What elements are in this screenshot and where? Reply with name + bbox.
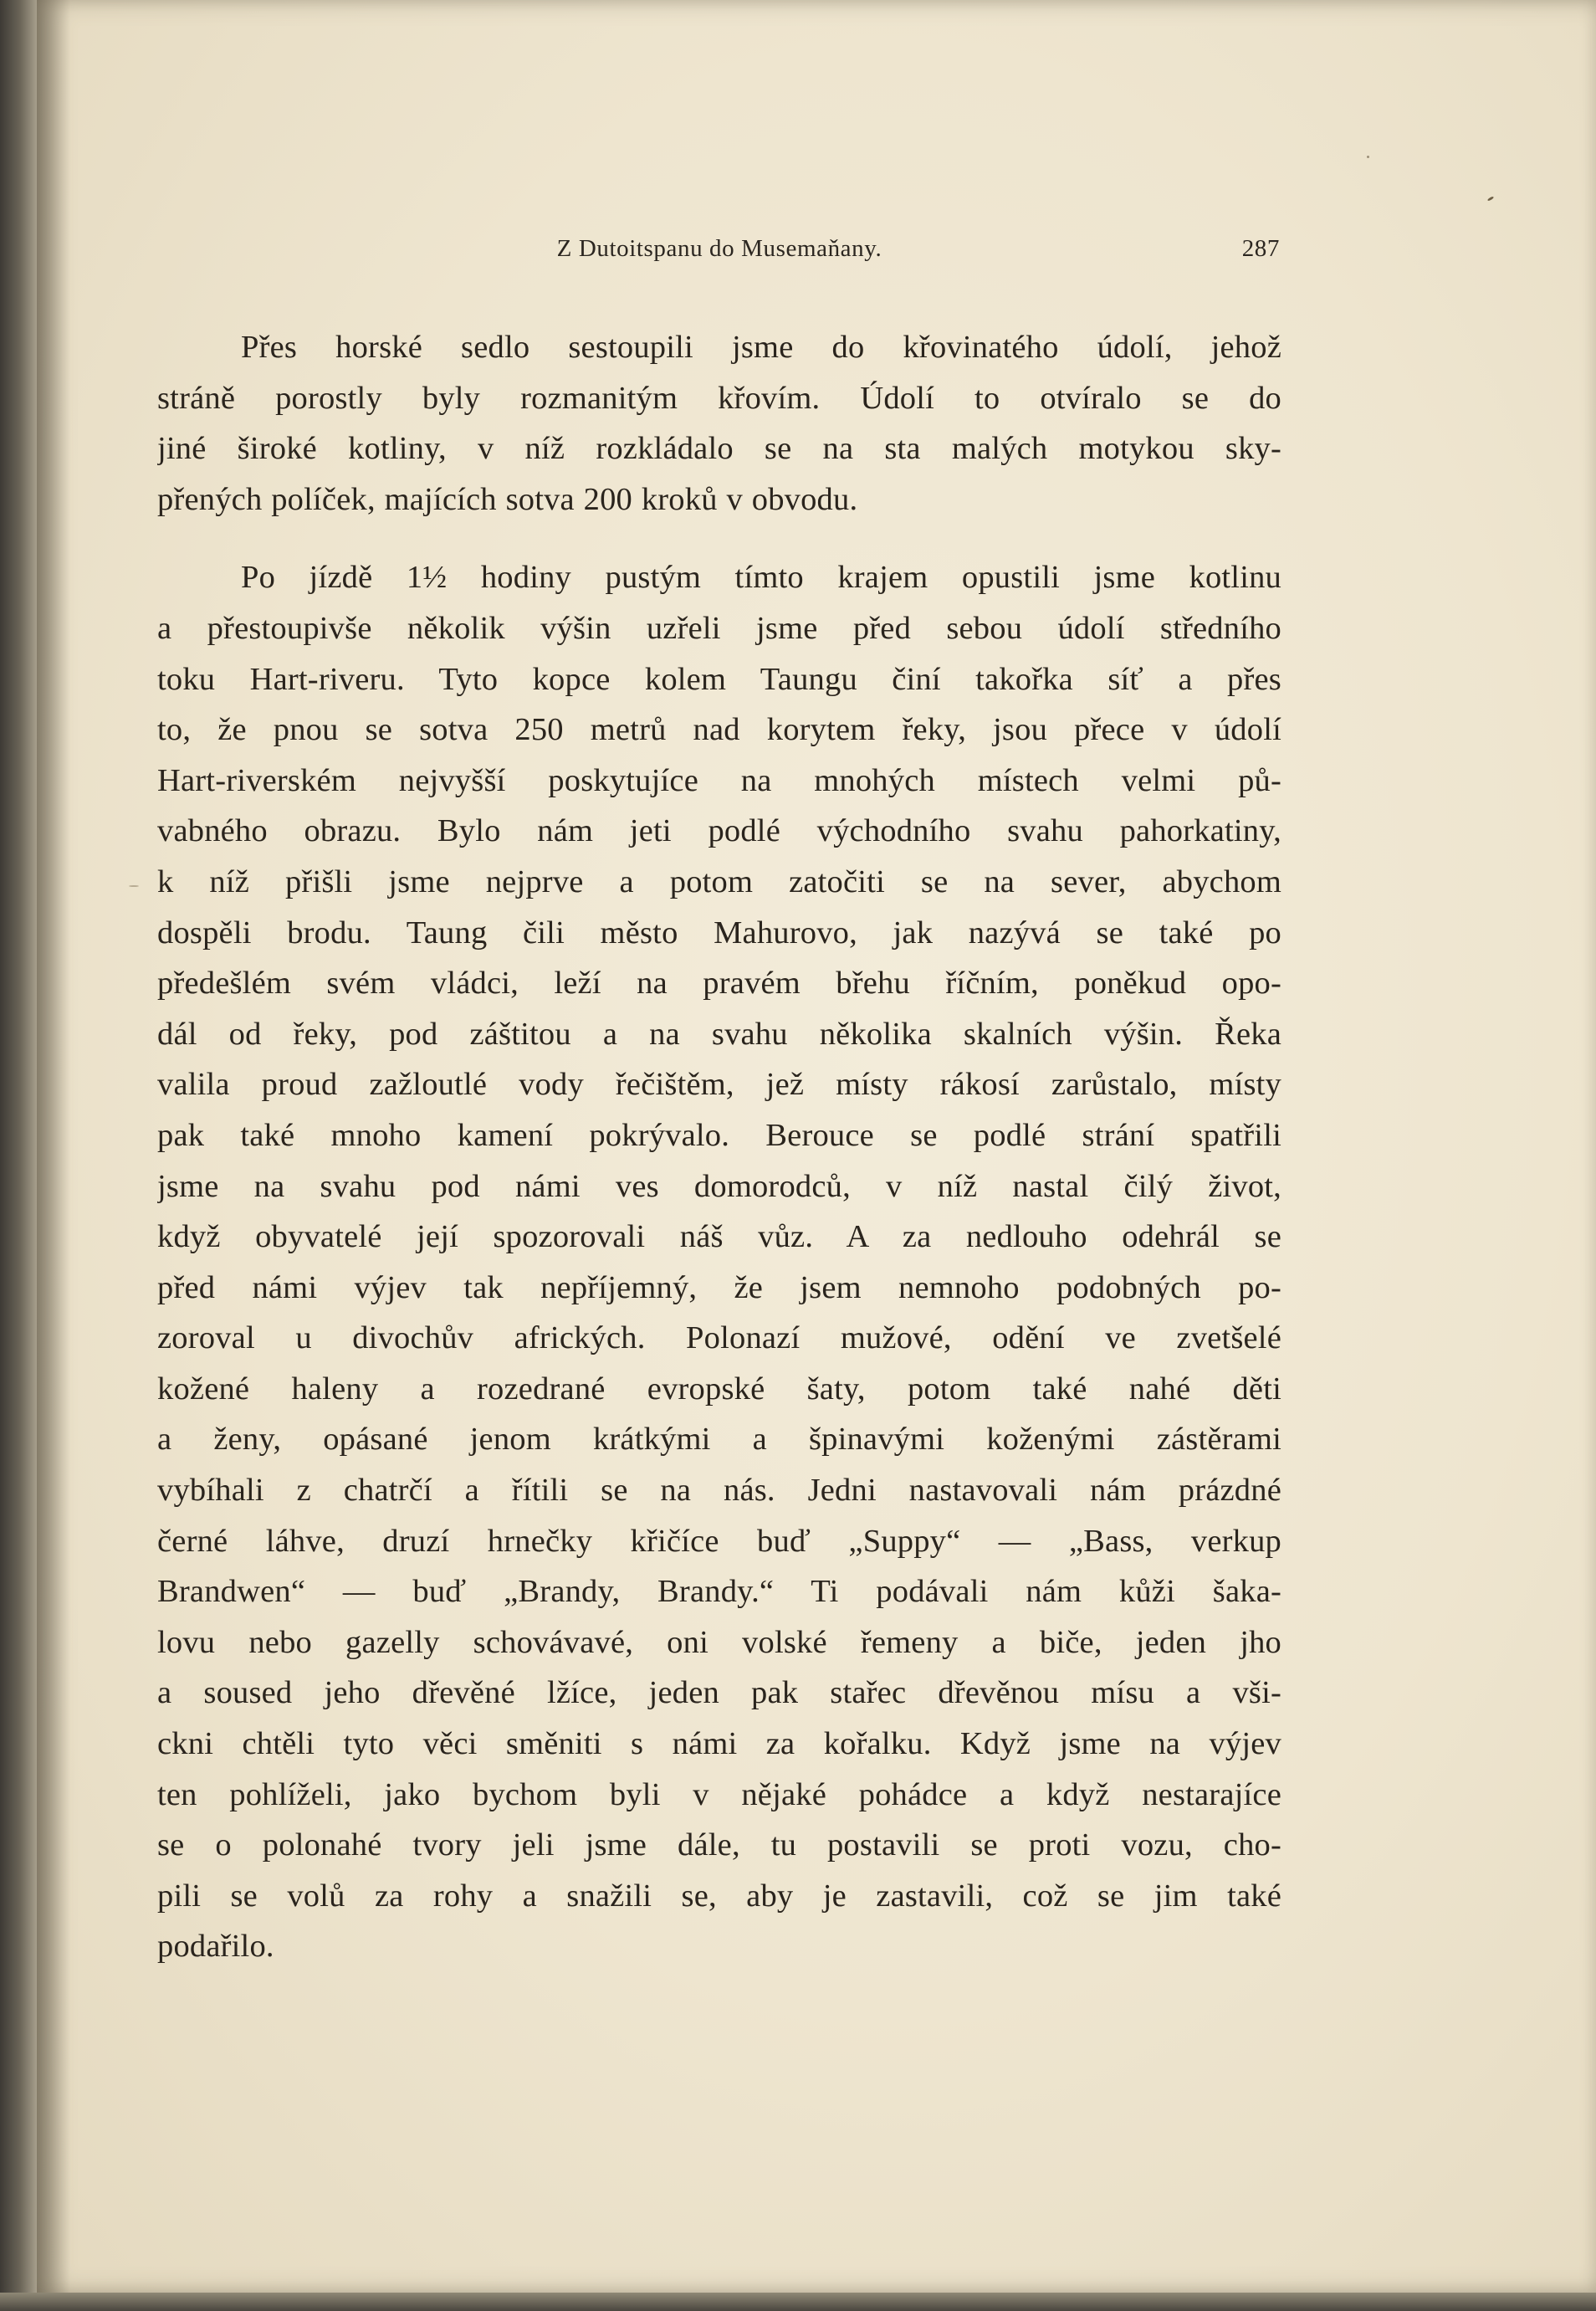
text-line: stráně porostly byly rozmanitým křovím. Údolí to otvíralo se do: [157, 380, 1281, 416]
text-line: ckni chtěli tyto věci směniti s námi za kořalku. Když jsme na výjev: [157, 1726, 1281, 1762]
text-line: Přes horské sedlo sestoupili jsme do křovinatého údolí, jehož: [241, 330, 1281, 365]
paragraph-2: [157, 552, 1281, 1972]
text-line: a přestoupivše několik výšin uzřeli jsme před sebou údolí středního: [157, 610, 1281, 646]
text-line: Hart-riverském nejvyšší poskytujíce na mnohých místech velmi pů-: [157, 762, 1281, 798]
text-line: zoroval u divochův afrických. Polonazí mužové, odění ve zvetšelé: [157, 1320, 1281, 1356]
page-header: [159, 235, 1280, 269]
paragraph-gap: [157, 525, 1281, 552]
scan-border-bottom: [0, 2293, 1596, 2311]
text-line: jsme na svahu pod námi ves domorodců, v níž nastal čilý život,: [157, 1168, 1281, 1204]
text-line: a soused jeho dřevěné lžíce, jeden pak stařec dřevěnou mísu a vši-: [157, 1675, 1281, 1711]
scan-border-left: [0, 0, 37, 2311]
text-line: Brandwen“ — buď „Brandy, Brandy.“ Ti podávali nám kůži šaka-: [157, 1574, 1281, 1610]
text-line: když obyvatelé její spozorovali náš vůz. A za nedlouho odehrál se: [157, 1219, 1281, 1255]
text-line: jiné široké kotliny, v níž rozkládalo se na sta malých motykou sky-: [157, 431, 1281, 467]
text-line: a ženy, opásané jenom krátkými a špinavými koženými zástěrami: [157, 1422, 1281, 1458]
text-line: přených políček, majících sotva 200 kroků v obvodu.: [157, 481, 858, 517]
text-line: černé láhve, druzí hrnečky křičíce buď „Suppy“ — „Bass, verkup: [157, 1523, 1281, 1559]
text-line: před námi výjev tak nepříjemný, že jsem nemnoho podobných po-: [157, 1269, 1281, 1305]
text-line: toku Hart-riveru. Tyto kopce kolem Taungu činí takořka síť a přes: [157, 661, 1281, 697]
text-line: lovu nebo gazelly schovávavé, oni volské řemeny a biče, jeden jho: [157, 1624, 1281, 1660]
text-line: k níž přišli jsme nejprve a potom zatočiti se na sever, abychom: [157, 863, 1281, 899]
text-line: vabného obrazu. Bylo nám jeti podlé východního svahu pahorkatiny,: [157, 813, 1281, 849]
running-title: Z Dutoitspanu do Musemaňany.: [556, 235, 882, 262]
text-line: se o polonahé tvory jeli jsme dále, tu postavili se proti vozu, cho-: [157, 1827, 1281, 1863]
paper-speck: [129, 885, 139, 887]
text-line: to, že pnou se sotva 250 metrů nad korytem řeky, jsou přece v údolí: [157, 712, 1281, 748]
text-line: valila proud zažloutlé vody řečištěm, jež místy rákosí zarůstalo, místy: [157, 1067, 1281, 1103]
text-line: podařilo.: [157, 1929, 274, 1965]
text-line: dospěli brodu. Taung čili město Mahurovo, jak nazývá se také po: [157, 915, 1281, 951]
text-line: vybíhali z chatrčí a řítili se na nás. Jedni nastavovali nám prázdné: [157, 1473, 1281, 1509]
text-line: dál od řeky, pod záštitou a na svahu několika skalních výšin. Řeka: [157, 1016, 1281, 1052]
text-line: pili se volů za rohy a snažili se, aby je zastavili, což se jim také: [157, 1878, 1281, 1914]
text-line: Po jízdě 1½ hodiny pustým tímto krajem opustili jsme kotlinu: [241, 560, 1281, 596]
page-number: 287: [1241, 235, 1280, 262]
paragraph-1: [157, 322, 1281, 525]
text-line: pak také mnoho kamení pokrývalo. Berouce se podlé strání spatřili: [157, 1117, 1281, 1153]
text-line: předešlém svém vládci, leží na pravém břehu říčním, poněkud opo-: [157, 966, 1281, 1002]
body-text: [157, 322, 1281, 1972]
text-line: ten pohlíželi, jako bychom byli v nějaké pohádce a když nestarajíce: [157, 1776, 1281, 1812]
text-line: kožené haleny a rozedrané evropské šaty, potom také nahé děti: [157, 1371, 1281, 1407]
paper-speck: [1367, 156, 1369, 158]
spine-shadow: [37, 0, 70, 2293]
